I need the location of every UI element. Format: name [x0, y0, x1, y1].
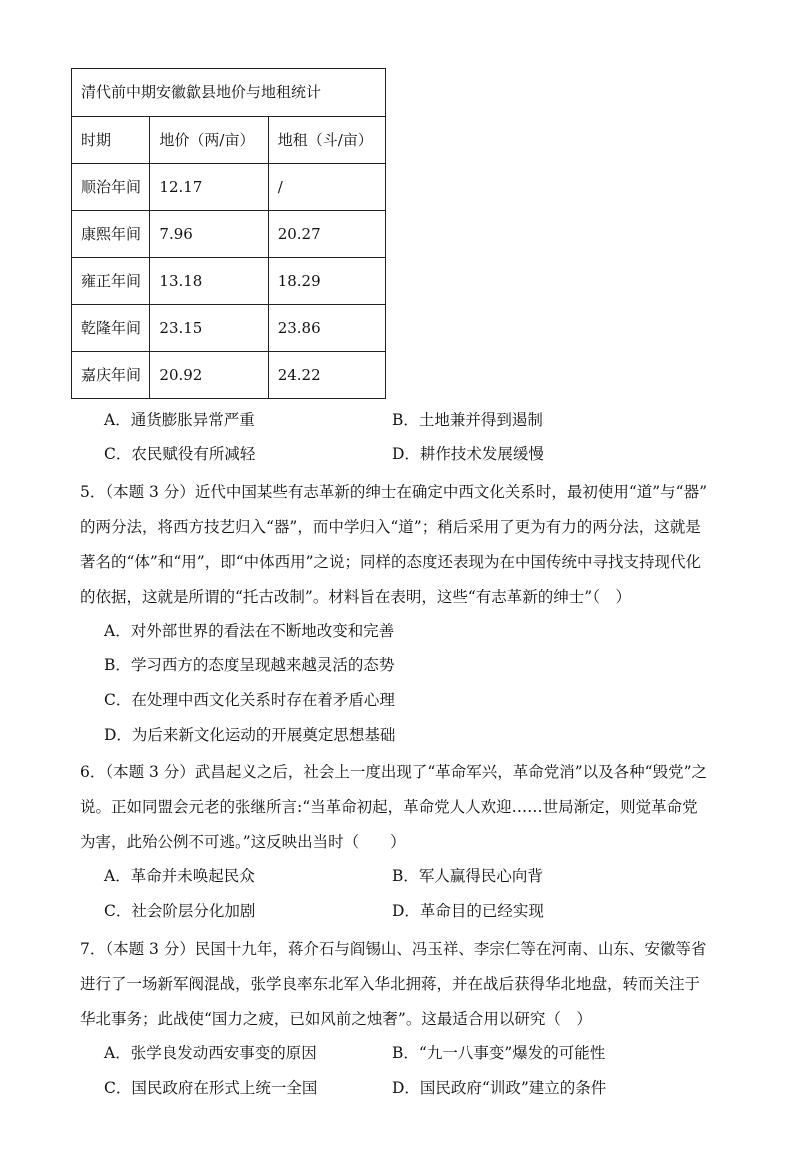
q6-option-a[interactable]: A．革命并未唤起民众 — [104, 867, 255, 885]
q7-line: 华北事务；此战使“国力之疲，已如风前之烛奢”。这最适合用以研究（ ） — [80, 1010, 592, 1028]
land-price-rent-table — [71, 68, 386, 399]
q5-option-b[interactable]: B．学习西方的态度呈现越来越灵活的态势 — [104, 656, 395, 674]
q4-option-d[interactable]: D．耕作技术发展缓慢 — [392, 445, 544, 463]
table-header-cell: 时期 — [72, 117, 150, 164]
q7-option-c[interactable]: C．国民政府在形式上统一全国 — [104, 1079, 318, 1097]
table-cell: 顺治年间 — [72, 164, 150, 211]
q6-option-d[interactable]: D．革命目的已经实现 — [392, 902, 544, 920]
q4-option-c[interactable]: C．农民赋役有所减轻 — [104, 445, 256, 463]
q6-option-c[interactable]: C．社会阶层分化加剧 — [104, 902, 256, 920]
q7-option-d[interactable]: D．国民政府“训政”建立的条件 — [392, 1079, 607, 1097]
table-cell: 23.15 — [150, 305, 268, 352]
q4-option-a[interactable]: A．通货膨胀异常严重 — [104, 411, 255, 429]
table-cell: 13.18 — [150, 258, 268, 305]
table-row — [72, 164, 386, 211]
q6-line: 说。正如同盟会元老的张继所言:“当革命初起，革命党人人欢迎……世局渐定，则觉革命党 — [80, 798, 698, 816]
q5-line: 著名的“体”和“用”，即“中体西用”之说；同样的态度还表现为在中国传统中寻找支持现代化 — [80, 553, 702, 571]
q5-option-a[interactable]: A．对外部世界的看法在不断地改变和完善 — [104, 622, 395, 640]
table-row — [72, 352, 386, 399]
q7-line: 进行了一场新军阀混战，张学良率东北军入华北拥蒋，并在战后获得华北地盘，转而关注于 — [80, 975, 701, 993]
table-title: 清代前中期安徽歙县地价与地租统计 — [72, 69, 386, 117]
q6-option-b[interactable]: B．军人赢得民心向背 — [392, 867, 543, 885]
table-cell: 24.22 — [268, 352, 385, 399]
q5-option-c[interactable]: C．在处理中西文化关系时存在着矛盾心理 — [104, 691, 395, 709]
q7-option-a[interactable]: A．张学良发动西安事变的原因 — [104, 1044, 317, 1062]
q5-option-d[interactable]: D．为后来新文化运动的开展奠定思想基础 — [104, 726, 396, 744]
table-row — [72, 258, 386, 305]
table-cell: 康熙年间 — [72, 211, 150, 258]
table-cell: 20.92 — [150, 352, 268, 399]
q5-line: 的两分法，将西方技艺归入“器”，而中学归入“道”；稍后采用了更为有力的两分法，这就是 — [80, 518, 701, 536]
q6-stem — [80, 755, 730, 860]
q7-line: 7．（本题 3 分）民国十九年，蒋介石与阎锡山、冯玉祥、李宗仁等在河南、山东、安徽等省 — [80, 940, 707, 958]
q4-option-b[interactable]: B．土地兼并得到遏制 — [392, 411, 543, 429]
table-cell: 雍正年间 — [72, 258, 150, 305]
table-cell: / — [268, 164, 385, 211]
table-cell: 7.96 — [150, 211, 268, 258]
table-row — [72, 211, 386, 258]
table-cell: 20.27 — [268, 211, 385, 258]
q5-line: 的依据，这就是所谓的“托古改制”。材料旨在表明，这些“有志革新的绅士”（ ） — [80, 588, 631, 606]
q7-option-b[interactable]: B．“九一八事变”爆发的可能性 — [392, 1044, 606, 1062]
q5-stem — [80, 475, 730, 615]
q6-line: 6．（本题 3 分）武昌起义之后，社会上一度出现了“革命军兴，革命党消”以及各种“毁党”之 — [80, 763, 708, 781]
table-cell: 12.17 — [150, 164, 268, 211]
q7-stem — [80, 932, 730, 1037]
table-header-cell: 地价（两/亩） — [150, 117, 268, 164]
table-header-cell: 地租（斗/亩） — [268, 117, 385, 164]
table-cell: 23.86 — [268, 305, 385, 352]
table-cell: 乾隆年间 — [72, 305, 150, 352]
q5-line: 5．（本题 3 分）近代中国某些有志革新的绅士在确定中西文化关系时，最初使用“道”与“器” — [80, 483, 708, 501]
q6-line: 为害，此殆公例不可逃。”这反映出当时（ ） — [80, 833, 406, 851]
table-cell: 嘉庆年间 — [72, 352, 150, 399]
table-cell: 18.29 — [268, 258, 385, 305]
table-header-row — [72, 117, 386, 164]
table-row — [72, 305, 386, 352]
